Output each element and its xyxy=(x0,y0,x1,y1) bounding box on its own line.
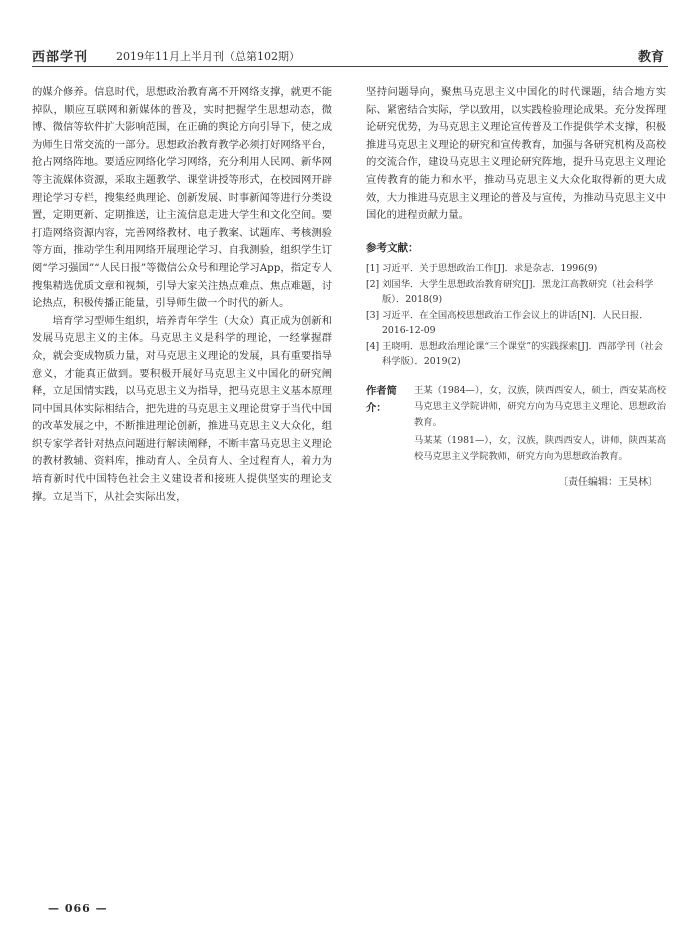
journal-name: 西部学刊 xyxy=(32,50,89,65)
author-section xyxy=(366,383,666,465)
references-section xyxy=(366,239,666,369)
left-column xyxy=(32,84,332,506)
responsible-editor: 〔责任编辑：王昊林〕 xyxy=(558,476,658,488)
reference-item: [2] 刘国华．大学生思想政治教育研究[J]．黑龙江高教研究（社会科学版）．2018(9) xyxy=(366,278,654,305)
body-paragraph: 培育学习型师生组织，培养青年学生（大众）真正成为创新和发展马克思主义的主体。马克思主义是科学的理论，一经掌握群众，就会变成物质力量，对马克思主义理论的发展，具有重要指导意义，才能真正做到。要积极开展好马克思主义中国化的研究阐释，立足国情实践，以马克思主义为指导，把马克思主义基本原理同中国具体实际相结合，把先进的马克思主义理论贯穿于当代中国的改革发展之中，不断推进理论创新，推进马克思主义大众化，组织专家学者针对热点问题进行解读阐释，不断丰富马克思主义理论的教材教辅、资料库，推动育人、全员育人、全过程育人，着力为培育新时代中国特色社会主义建设者和接班人提供坚实的理论支撑。立足当下，从社会实际出发， xyxy=(32,314,332,503)
page-header xyxy=(32,42,668,68)
body-paragraph: 的媒介修养。信息时代，思想政治教育离不开网络支撑，就更不能掉队，顺应互联网和新媒体的普及，实时把握学生思想动态，微博、微信等软件扩大影响范围，在正确的舆论方向引导下，使之成为师生日常交流的一部分。思想政治教育教学必须打好网络平台，抢占网络阵地。要适应网络化学习网络，充分利用人民网、新华网等主流媒体资源，采取主题教学、课堂讲授等形式，在校园网开辟理论学习专栏，搜集经典理论、创新发展、时事新闻等进行分类设置，定期更新、定期推送，让主流信息走进大学生和文化空间。要打造网络资源内容，完善网络教材、电子教案、试题库、考核测验等方面，推动学生利用网络开展理论学习、自我测验，组织学生订阅“学习强国”“人民日报”等微信公众号和理论学习App，指定专人搜集精选优质文章和视频，引导大家关注热点难点、焦点难题，讨论热点，积极传播正能量，引导师生做一个时代的新人。 xyxy=(32,86,332,310)
header-rule xyxy=(32,66,668,67)
issue-line: 2019年11月上半月刊（总第102期） xyxy=(116,50,300,63)
author-bio: 马某某（1981—），女，汉族，陕西西安人，讲师，陕西某高校马克思主义学院教师，研究方向为思想政治教育。 xyxy=(414,434,666,462)
section-name: 教育 xyxy=(637,50,664,65)
reference-item: [1] 习近平．关于思想政治工作[J]．求是杂志．1996(9) xyxy=(366,262,598,274)
author-label: 作者简介： xyxy=(366,384,397,414)
author-bio: 王某（1984—），女，汉族，陕西西安人，硕士，西安某高校马克思主义学院讲师，研究方向为马克思主义理论、思想政治教育。 xyxy=(414,384,666,428)
page-number: — 066 — xyxy=(48,902,108,915)
reference-item: [3] 习近平．在全国高校思想政治工作会议上的讲话[N]．人民日报．2016-12-09 xyxy=(366,309,649,336)
author-bios xyxy=(414,383,666,465)
right-column xyxy=(366,84,666,491)
references-list xyxy=(366,261,666,369)
reference-item: [4] 王晓明．思想政治理论课“三个课堂”的实践探索[J]．西部学刊（社会科学版）．2019(2) xyxy=(366,340,663,367)
body-paragraph: 坚持问题导向，聚焦马克思主义中国化的时代课题，结合地方实际、紧密结合实际，学以致用，以实践检验理论成果。充分发挥理论研究优势，为马克思主义理论宣传普及工作提供学术支撑，积极推进马克思主义理论的研究和宣传教育，加强与各研究机构及高校的交流合作，建设马克思主义理论研究阵地，提升马克思主义理论宣传教育的能力和水平，推动马克思主义大众化取得新的更大成效，大力推进马克思主义理论的普及与宣传，为推动马克思主义中国化的进程贡献力量。 xyxy=(366,86,666,222)
references-title: 参考文献： xyxy=(366,241,419,254)
